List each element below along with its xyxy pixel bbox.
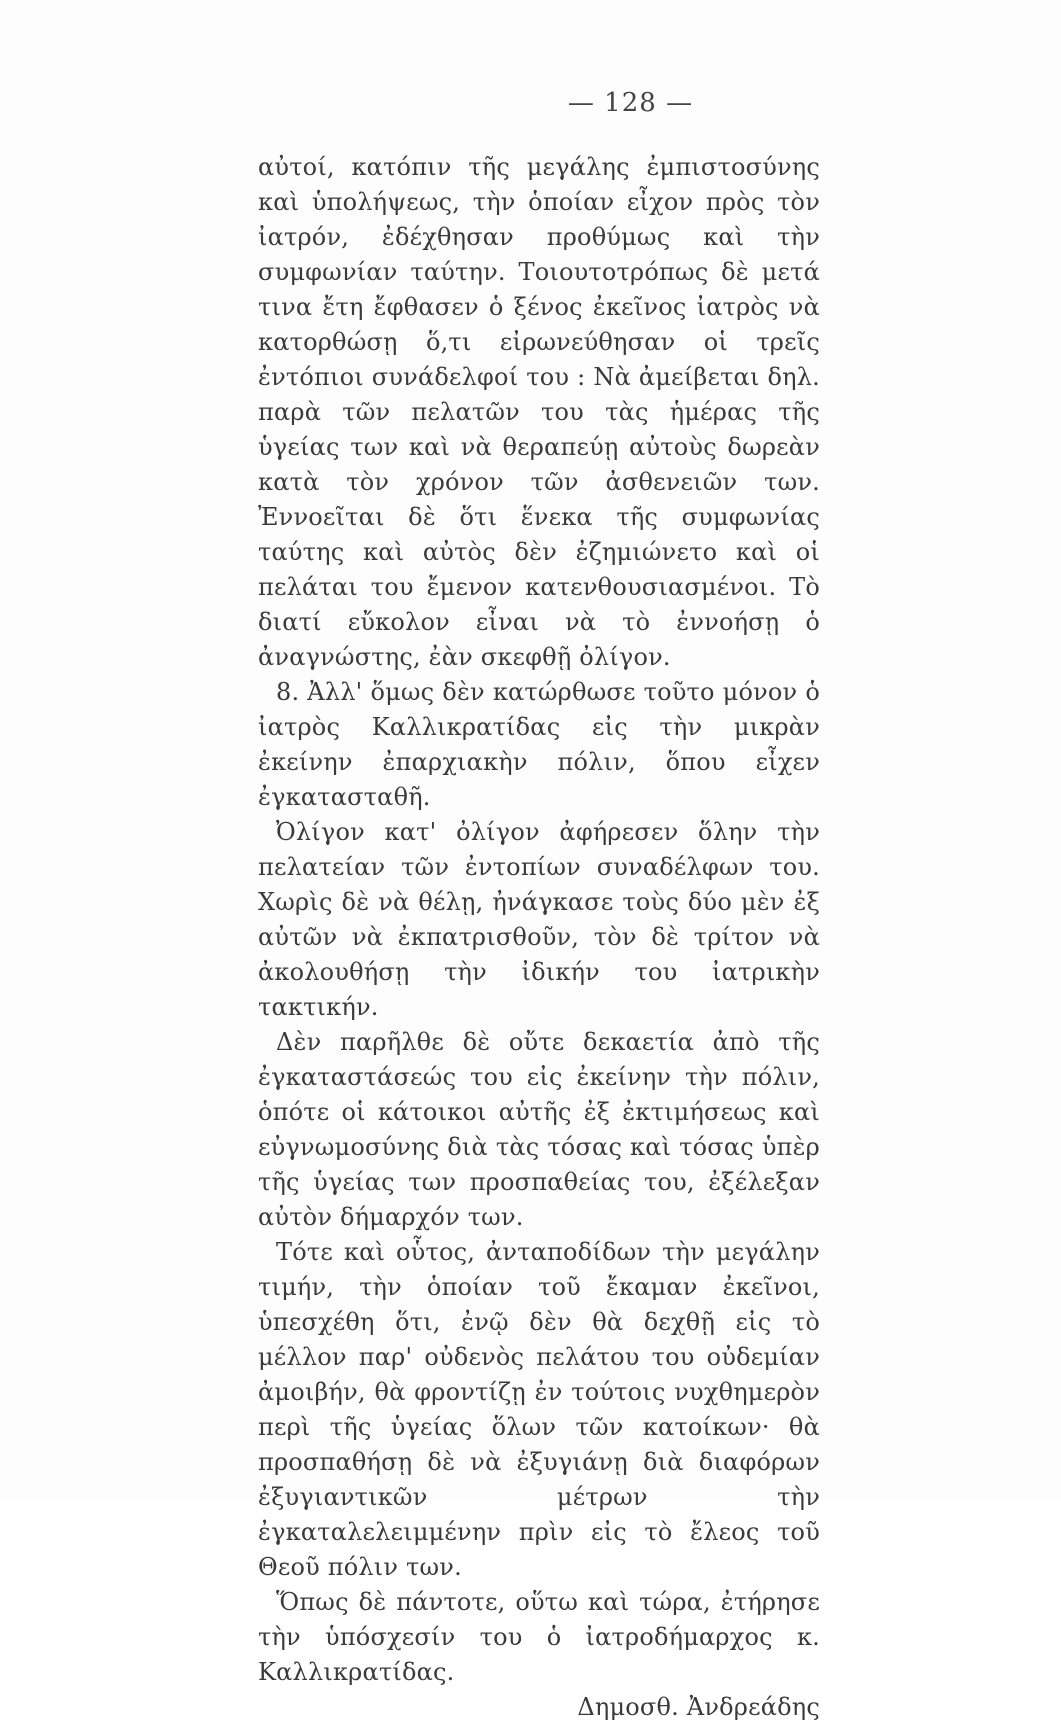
paragraph-4: Δὲν παρῆλθε δὲ οὔτε δεκαετία ἀπὸ τῆς ἐγκαταστάσεώς του εἰς ἐκείνην τὴν πόλιν, ὁπότε οἱ κάτοικοι αὐτῆς ἐξ ἐκτιμήσεως καὶ εὐγνωμοσύνης διὰ τὰς τόσας καὶ τόσας ὑπὲρ τῆς ὑγείας των προσπαθείας του, ἐξέλεξαν αὐτὸν δήμαρχόν των. xyxy=(258,1028,820,1231)
author-signature: Δημοσθ. Ἀνδρεάδης xyxy=(577,1693,820,1721)
paragraph-6: Ὅπως δὲ πάντοτε, οὕτω καὶ τώρα, ἐτήρησε τὴν ὑπόσχεσίν του ὁ ἰατροδήμαρχος κ. Καλλικρατίδας. xyxy=(258,1588,820,1686)
paragraph-3: Ὀλίγον κατ' ὀλίγον ἀφήρεσεν ὅλην τὴν πελατείαν τῶν ἐντοπίων συναδέλφων του. Χωρὶς δὲ νὰ θέλῃ, ἠνάγκασε τοὺς δύο μὲν ἐξ αὐτῶν νὰ ἐκπατρισθοῦν, τὸν δὲ τρίτον νὰ ἀκολουθήσῃ τὴν ἰδικήν του ἰατρικὴν τακτικήν. xyxy=(258,818,820,1021)
paragraph-1: αὐτοί, κατόπιν τῆς μεγάλης ἐμπιστοσύνης καὶ ὑπολήψεως, τὴν ὁποίαν εἶχον πρὸς τὸν ἰατρόν, ἐδέχθησαν προθύμως καὶ τὴν συμφωνίαν ταύτην. Τοιουτοτρόπως δὲ μετά τινα ἔτη ἔφθασεν ὁ ξένος ἐκεῖνος ἰατρὸς νὰ κατορθώσῃ ὅ,τι εἰρωνεύθησαν οἱ τρεῖς ἐντόπιοι συνάδελφοί του : Νὰ ἀμείβεται δηλ. παρὰ τῶν πελατῶν του τὰς ἡμέρας τῆς ὑγείας των καὶ νὰ θεραπεύῃ αὐτοὺς δωρεὰν κατὰ τὸν χρόνον τῶν ἀσθενειῶν των. Ἐννοεῖται δὲ ὅτι ἕνεκα τῆς συμφωνίας ταύτης καὶ αὐτὸς δὲν ἐζημιώνετο καὶ οἱ πελάται του ἔμενον κατενθουσιασμένοι. Τὸ διατί εὔκολον εἶναι νὰ τὸ ἐννοήσῃ ὁ ἀναγνώστης, ἐὰν σκεφθῇ ὀλίγον. xyxy=(258,153,820,671)
page-number: — 128 — xyxy=(567,88,694,118)
paragraph-2: 8. Ἀλλ' ὅμως δὲν κατώρθωσε τοῦτο μόνον ὁ ἰατρὸς Καλλικρατίδας εἰς τὴν μικρὰν ἐκείνην ἐπαρχιακὴν πόλιν, ὅπου εἶχεν ἐγκατασταθῆ. xyxy=(258,678,820,811)
paragraph-5: Τότε καὶ οὗτος, ἀνταποδίδων τὴν μεγάλην τιμήν, τὴν ὁποίαν τοῦ ἔκαμαν ἐκεῖνοι, ὑπεσχέθη ὅτι, ἐνῷ δὲν θὰ δεχθῇ εἰς τὸ μέλλον παρ' οὐδενὸς πελάτου του οὐδεμίαν ἀμοιβήν, θὰ φροντίζῃ ἐν τούτοις νυχθημερὸν περὶ τῆς ὑγείας ὅλων τῶν κατοίκων· θὰ προσπαθήσῃ δὲ νὰ ἐξυγιάνῃ διὰ διαφόρων ἐξυγιαντικῶν μέτρων τὴν ἐγκαταλελειμμένην πρὶν εἰς τὸ ἔλεος τοῦ Θεοῦ πόλιν των. xyxy=(258,1238,820,1581)
body-text xyxy=(258,150,820,1725)
